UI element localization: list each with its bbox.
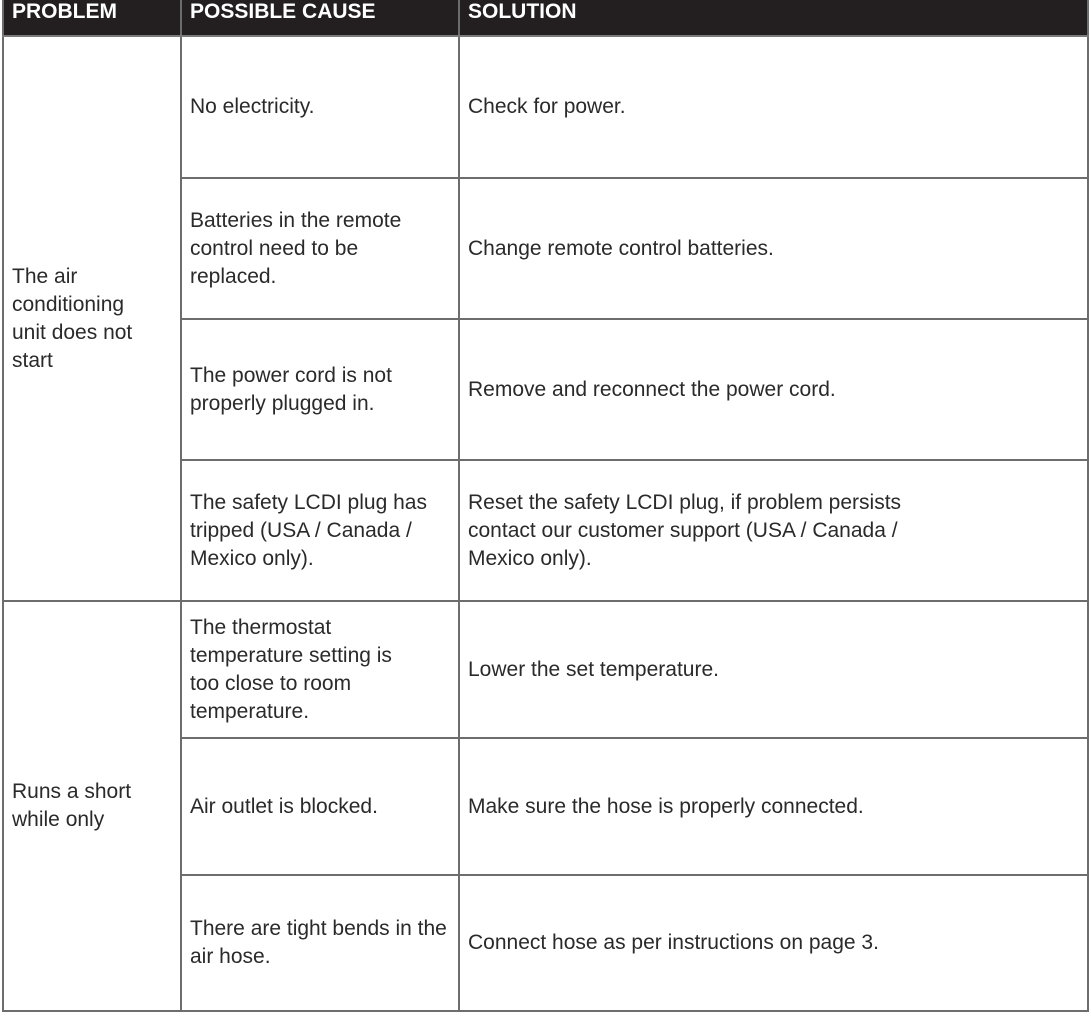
header-possible-cause: POSSIBLE CAUSE — [181, 0, 459, 36]
cause-cell: There are tight bends in the air hose. — [181, 875, 459, 1011]
solution-cell: Reset the safety LCDI plug, if problem persists contact our customer support (USA / Canada / Mexico only). — [459, 460, 1088, 601]
cause-cell: Air outlet is blocked. — [181, 738, 459, 875]
header-row — [3, 0, 1088, 36]
table-row — [3, 36, 1088, 178]
solution-cell: Change remote control batteries. — [459, 178, 1088, 319]
table-row — [3, 601, 1088, 738]
solution-cell: Lower the set temperature. — [459, 601, 1088, 738]
header-problem: PROBLEM — [3, 0, 181, 36]
troubleshooting-table — [2, 0, 1089, 1012]
cause-cell: The thermostat temperature setting is too close to room temperature. — [181, 601, 459, 738]
header-solution: SOLUTION — [459, 0, 1088, 36]
solution-cell: Remove and reconnect the power cord. — [459, 319, 1088, 460]
cause-cell: Batteries in the remote control need to be replaced. — [181, 178, 459, 319]
solution-cell: Make sure the hose is properly connected. — [459, 738, 1088, 875]
problem-cell: Runs a short while only — [3, 601, 181, 1011]
cause-cell: No electricity. — [181, 36, 459, 178]
solution-cell: Connect hose as per instructions on page 3. — [459, 875, 1088, 1011]
solution-cell: Check for power. — [459, 36, 1088, 178]
cause-cell: The safety LCDI plug has tripped (USA / Canada / Mexico only). — [181, 460, 459, 601]
problem-cell: The air conditioning unit does not start — [3, 36, 181, 601]
cause-cell: The power cord is not properly plugged in. — [181, 319, 459, 460]
